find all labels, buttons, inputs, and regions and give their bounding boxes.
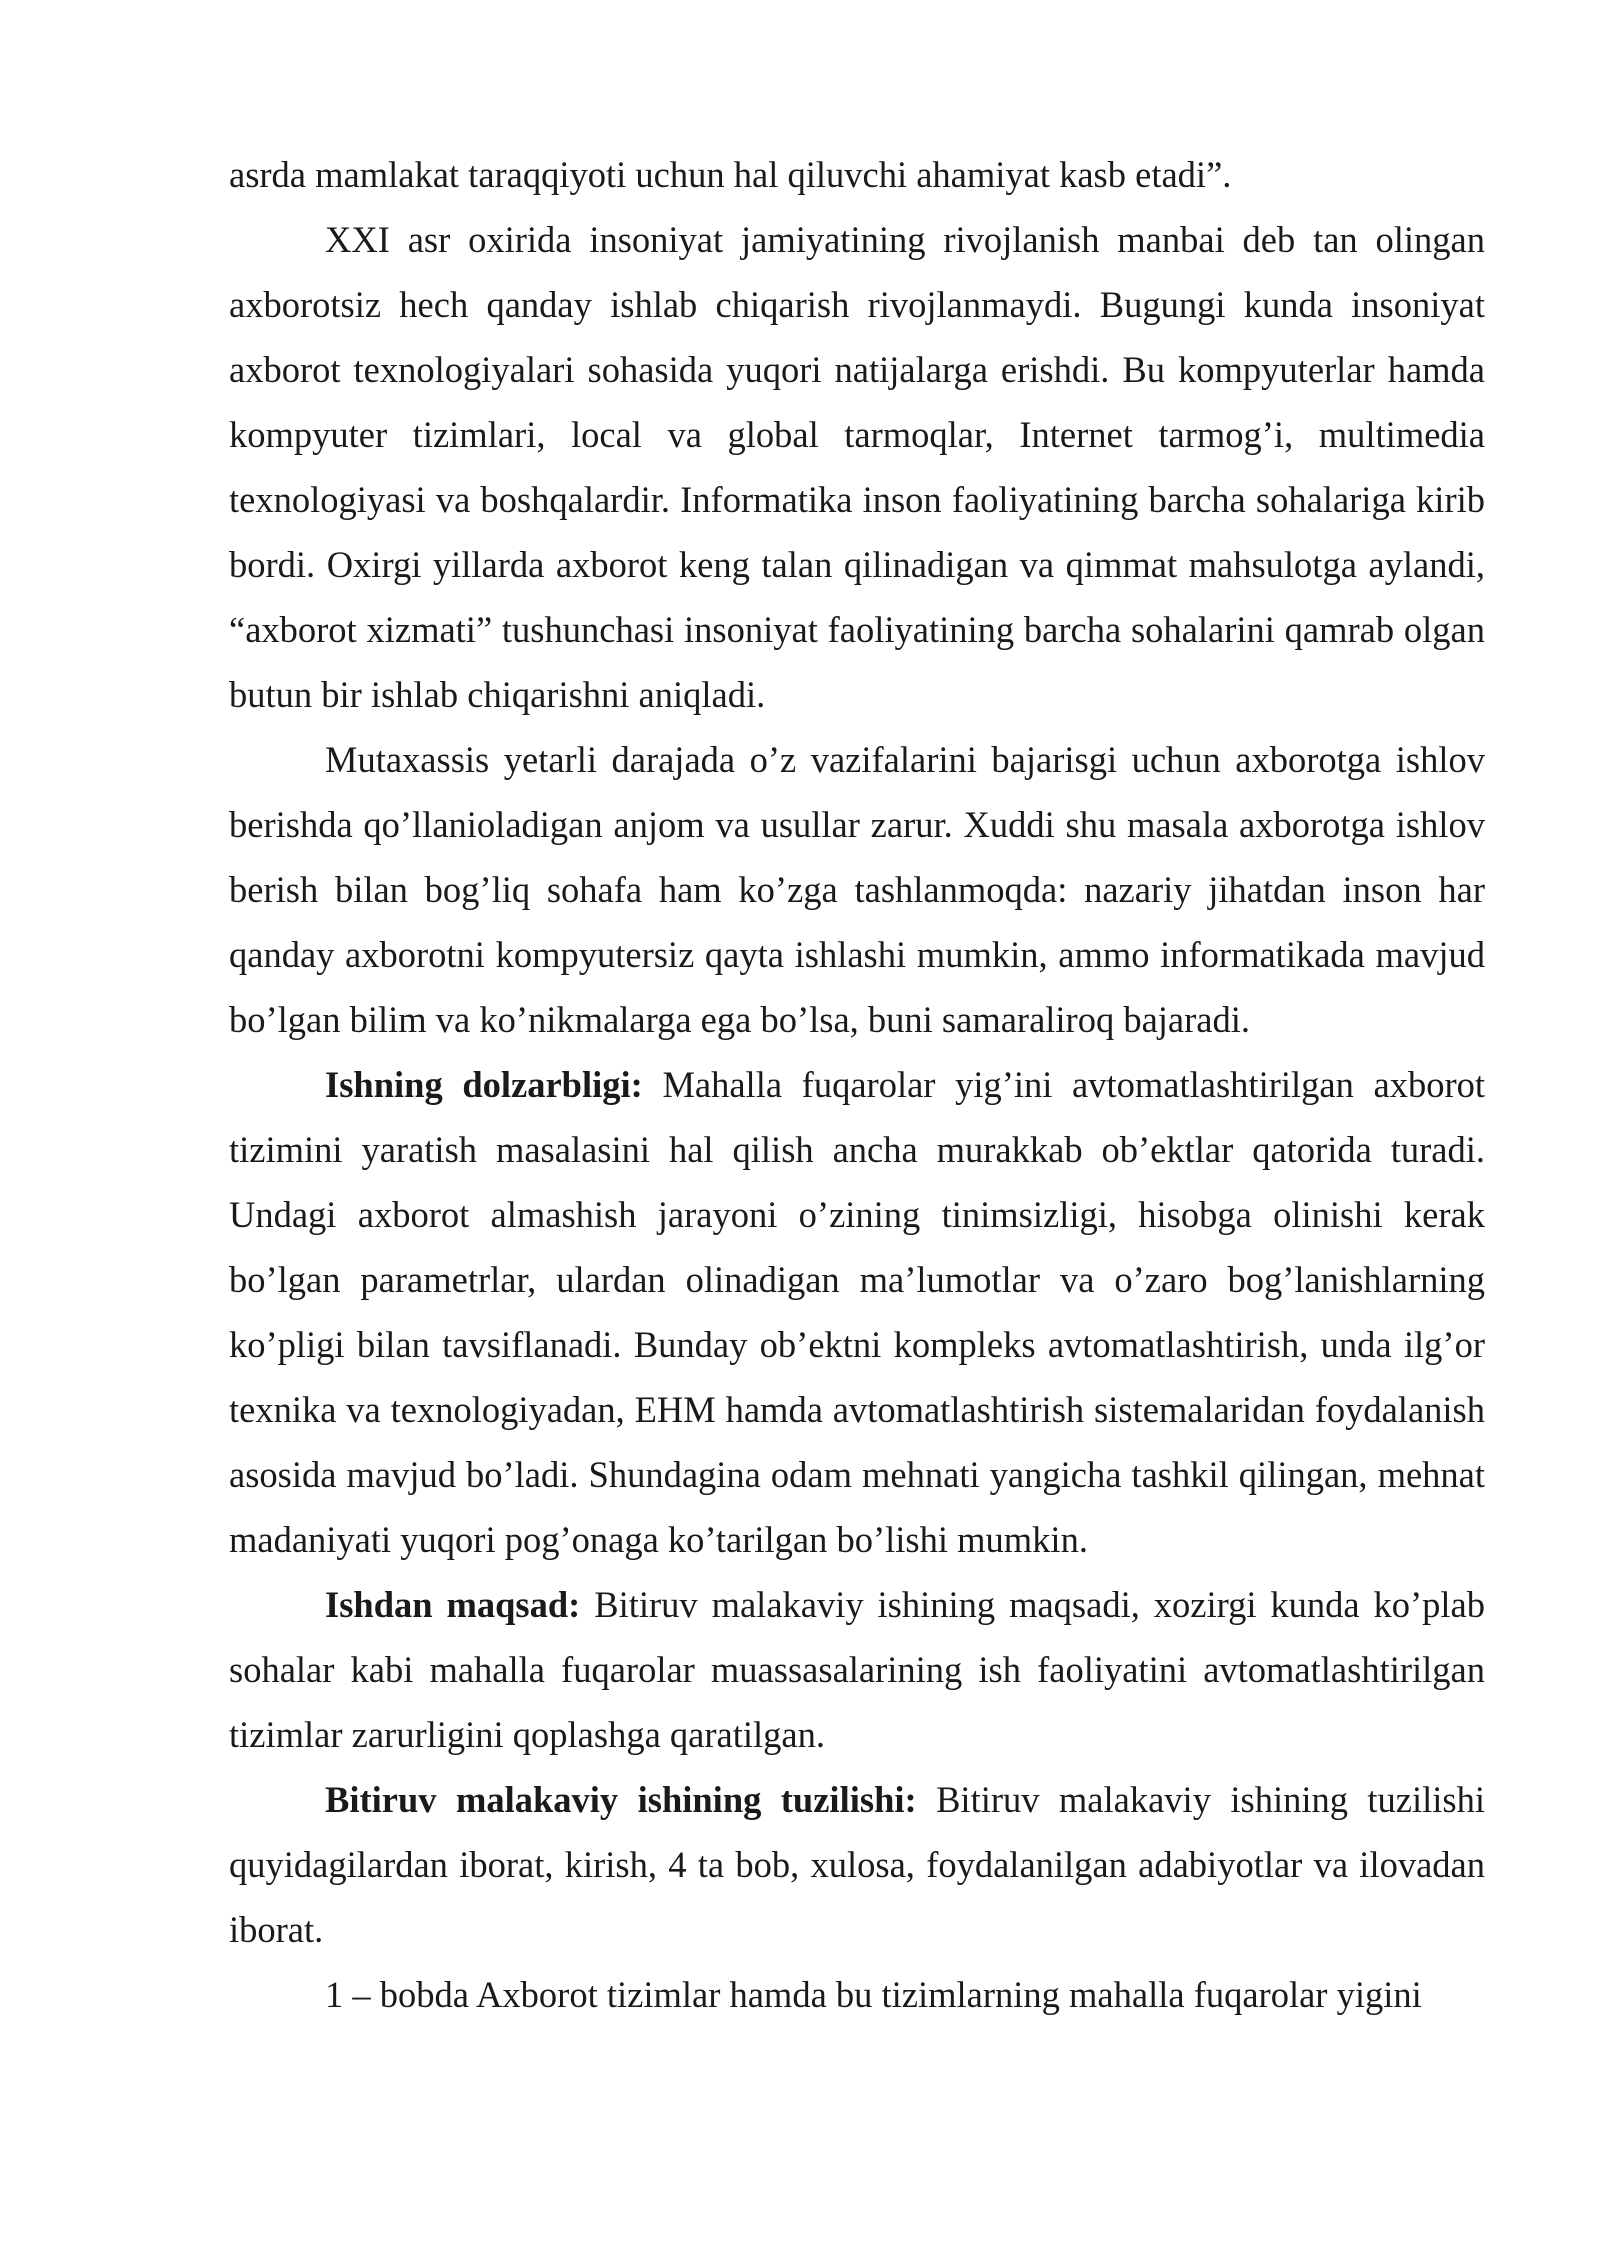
paragraph-2-text: XXI asr oxirida insoniyat jamiyatining rivojlanish manbai deb tan olingan axborotsiz hech qanday ishlab chiqarish rivojlanmaydi. Bugungi kunda insoniyat axborot texnologiyalari sohasida yuqori natijalarga erishdi. Bu kompyuterlar hamda kompyuter tizimlari, local va global tarmoqlar, Internet tarmog’i, multimedia texnologiyasi va boshqalardir. Informatika inson faoliyatining barcha sohalariga kirib bordi. Oxirgi yillarda axborot keng talan qilinadigan va qimmat mahsulotga aylandi, “axborot xizmati” tushunchasi insoniyat faoliyatining barcha sohalarini qamrab olgan butun bir ishlab chiqarishni aniqladi. [229,219,1485,715]
chapter-1-text: 1 – bobda Axborot tizimlar hamda bu tizimlarning mahalla fuqarolar yigini [325,1974,1422,2015]
structure-heading: Bitiruv malakaviy ishining tuzilishi: [325,1779,917,1820]
goal-heading: Ishdan maqsad: [325,1584,581,1625]
paragraph-2 [229,207,1485,727]
paragraph-relevance [229,1052,1485,1572]
paragraph-1-text: asrda mamlakat taraqqiyoti uchun hal qiluvchi ahamiyat kasb etadi”. [229,154,1232,195]
paragraph-structure [229,1767,1485,1962]
paragraph-chapter-1 [229,1962,1485,2027]
paragraph-3 [229,727,1485,1052]
paragraph-goal [229,1572,1485,1767]
paragraph-1 [229,142,1485,207]
goal-text: Bitiruv malakaviy ishining maqsadi, xozirgi kunda ko’plab sohalar kabi mahalla fuqarolar muassasalarining ish faoliyatini avtomatlashtirilgan tizimlar zarurligini qoplashga qaratilgan. [229,1584,1486,1755]
relevance-heading: Ishning dolzarbligi: [325,1064,643,1105]
structure-text: Bitiruv malakaviy ishining tuzilishi quyidagilardan iborat, kirish, 4 ta bob, xulosa, foydalanilgan adabiyotlar va ilovadan iborat. [229,1779,1486,1950]
paragraph-3-text: Mutaxassis yetarli darajada o’z vazifalarini bajarisgi uchun axborotga ishlov berishda qo’llanioladigan anjom va usullar zarur. Xuddi shu masala axborotga ishlov berish bilan bog’liq sohafa ham ko’zga tashlanmoqda: nazariy jihatdan inson har qanday axborotni kompyutersiz qayta ishlashi mumkin, ammo informatikada mavjud bo’lgan bilim va ko’nikmalarga ega bo’lsa, buni samaraliroq bajaradi. [229,739,1485,1040]
document-body [229,142,1485,2027]
relevance-text: Mahalla fuqarolar yig’ini avtomatlashtirilgan axborot tizimini yaratish masalasini hal qilish ancha murakkab ob’ektlar qatorida turadi. Undagi axborot almashish jarayoni o’zining tinimsizligi, hisobga olinishi kerak bo’lgan parametrlar, ulardan olinadigan ma’lumotlar va o’zaro bog’lanishlarning ko’pligi bilan tavsiflanadi. Bunday ob’ektni kompleks avtomatlashtirish, unda ilg’or texnika va texnologiyadan, EHM hamda avtomatlashtirish sistemalaridan foydalanish asosida mavjud bo’ladi. Shundagina odam mehnati yangicha tashkil qilingan, mehnat madaniyati yuqori pog’onaga ko’tarilgan bo’lishi mumkin. [229,1064,1485,1560]
